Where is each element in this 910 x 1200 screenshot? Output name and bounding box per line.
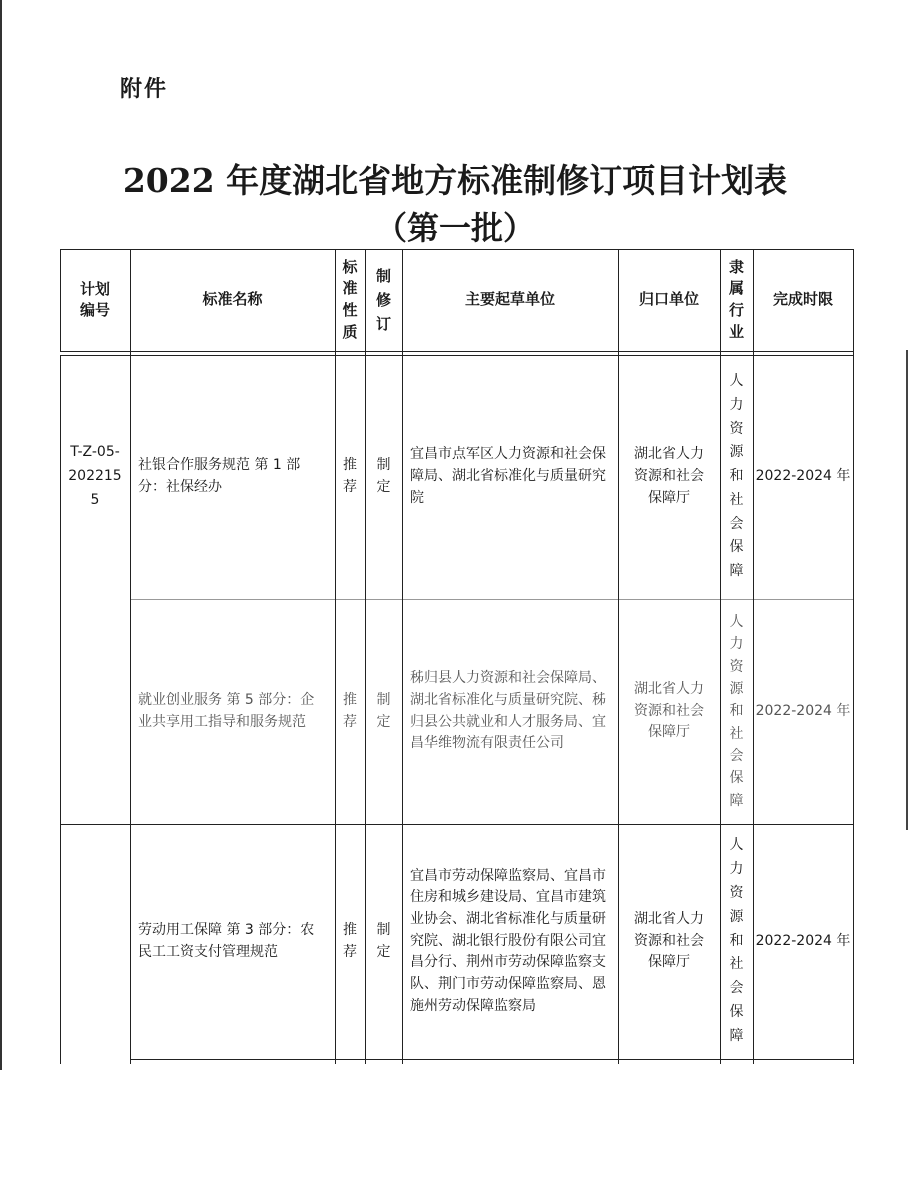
table-rule — [60, 351, 853, 352]
row2-revision: 制定 — [376, 691, 391, 730]
document-subtitle: （第一批） — [374, 209, 535, 247]
table-rule — [618, 249, 619, 1064]
table-rule — [60, 249, 61, 351]
row1-owner-unit: 湖北省人力资源和社会保障厅 — [634, 446, 704, 506]
row2-plan-no — [60, 599, 130, 824]
row1-industry: 人力资源和社会保障 — [729, 372, 744, 580]
table-rule — [720, 249, 721, 1064]
table-rule — [365, 249, 366, 1064]
row3-industry: 人力资源和社会保障 — [729, 837, 744, 1044]
attachment-label: 附件 — [120, 77, 169, 102]
table-rule — [130, 1059, 853, 1060]
row1-drafting-unit: 宜昌市点军区人力资源和社会保障局、湖北省标准化与质量研究院 — [410, 446, 606, 506]
table-rule — [335, 249, 336, 1064]
row2-nature: 推荐 — [343, 691, 357, 730]
row1-deadline: 2022-2024 年 — [755, 468, 851, 485]
header-standard-name: 标准名称 — [202, 290, 263, 309]
row1-nature: 推荐 — [343, 457, 357, 495]
header-standard-nature: 标准性质 — [342, 257, 358, 341]
header-revision-type: 制修订 — [375, 267, 391, 333]
scan-edge-mark — [906, 350, 908, 830]
header-owner-unit: 归口单位 — [638, 290, 699, 309]
table-rule — [60, 824, 61, 1064]
header-deadline: 完成时限 — [772, 290, 833, 309]
row1-plan-no: T-Z-05-2022155 — [68, 444, 122, 508]
row3-owner-unit: 湖北省人力资源和社会保障厅 — [634, 910, 704, 971]
document-title: 2022 年度湖北省地方标准制修订项目计划表 — [122, 161, 788, 200]
row1-revision: 制定 — [376, 457, 391, 495]
table-rule — [753, 249, 754, 1064]
table-rule — [60, 824, 853, 825]
row3-deadline: 2022-2024 年 — [755, 932, 851, 949]
table-rule — [130, 249, 131, 1064]
header-plan-no: 计划编号 — [79, 280, 110, 319]
row1-standard-name: 社银合作服务规范 第 1 部分：社保经办 — [138, 457, 301, 495]
row2-drafting-unit: 秭归县人力资源和社会保障局、湖北省标准化与质量研究院、秭归县公共就业和人才服务局、宜昌华维物流有限责任公司 — [410, 670, 606, 752]
row3-revision: 制定 — [376, 921, 391, 960]
row2-owner-unit: 湖北省人力资源和社会保障厅 — [634, 680, 704, 741]
table-rule — [60, 249, 853, 250]
row3-standard-name: 劳动用工保障 第 3 部分：农民工工资支付管理规范 — [138, 921, 315, 960]
row2-standard-name: 就业创业服务 第 5 部分：企业共享用工指导和服务规范 — [138, 691, 315, 730]
row3-nature: 推荐 — [343, 921, 357, 960]
header-drafting-unit: 主要起草单位 — [464, 290, 555, 309]
table-rule — [853, 249, 854, 1064]
table-rule — [402, 249, 403, 1064]
header-industry: 隶属行业 — [728, 257, 744, 341]
table-rule — [60, 355, 61, 824]
row2-industry: 人力资源和社会保障 — [729, 613, 744, 809]
row3-plan-no — [60, 824, 130, 1059]
row3-drafting-unit: 宜昌市劳动保障监察局、宜昌市住房和城乡建设局、宜昌市建筑业协会、湖北省标准化与质量研究院、湖北银行股份有限公司宜昌分行、荆州市劳动保障监察支队、荆门市劳动保障监察局、恩施州劳动保障监察局 — [410, 867, 606, 1014]
row2-deadline: 2022-2024 年 — [755, 702, 851, 719]
table-rule — [130, 599, 853, 600]
table-rule — [60, 355, 853, 356]
